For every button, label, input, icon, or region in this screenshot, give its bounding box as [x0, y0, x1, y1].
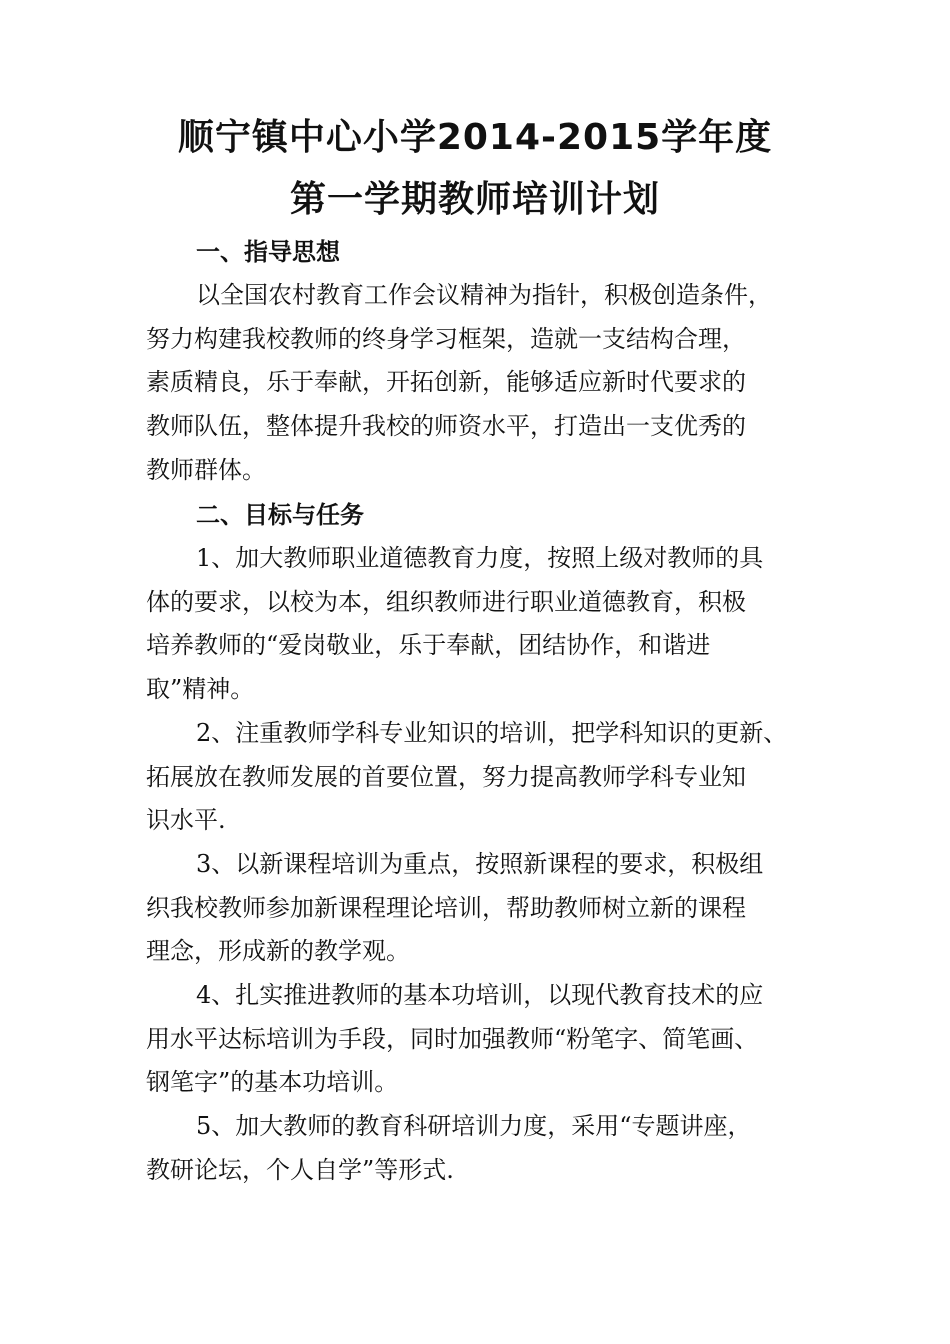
section-1-line-4: 教师队伍，整体提升我校的师资水平，打造出一支优秀的	[146, 412, 746, 440]
document-title-line-1: 顺宁镇中心小学2014-2015学年度	[177, 117, 773, 158]
item-5-line-2: 教研论坛，个人自学”等形式.	[146, 1156, 454, 1184]
section-1-line-5: 教师群体。	[146, 456, 266, 484]
section-1-heading: 一、指导思想	[196, 238, 340, 266]
section-1-line-2: 努力构建我校教师的终身学习框架，造就一支结构合理，	[146, 325, 746, 353]
item-1-line-4: 取”精神。	[146, 675, 255, 703]
item-5-line-1: 5、加大教师的教育科研培训力度，采用“专题讲座，	[196, 1112, 752, 1140]
item-4-line-3: 钢笔字”的基本功培训。	[146, 1068, 399, 1096]
item-1-line-1: 1、加大教师职业道德教育力度，按照上级对教师的具	[196, 544, 764, 572]
item-4-line-1: 4、扎实推进教师的基本功培训，以现代教育技术的应	[196, 981, 764, 1009]
section-2-heading: 二、目标与任务	[196, 501, 364, 529]
item-2-line-2: 拓展放在教师发展的首要位置，努力提高教师学科专业知	[146, 763, 746, 791]
item-1-line-2: 体的要求，以校为本，组织教师进行职业道德教育，积极	[146, 588, 746, 616]
document-title-line-2: 第一学期教师培训计划	[289, 179, 660, 220]
item-2-line-3: 识水平.	[146, 806, 226, 834]
item-2-line-1: 2、注重教师学科专业知识的培训，把学科知识的更新、	[196, 719, 788, 747]
item-3-line-1: 3、以新课程培训为重点，按照新课程的要求，积极组	[196, 850, 764, 878]
item-1-line-3: 培养教师的“爱岗敬业，乐于奉献，团结协作，和谐进	[146, 631, 711, 659]
item-3-line-2: 织我校教师参加新课程理论培训，帮助教师树立新的课程	[146, 894, 746, 922]
item-4-line-2: 用水平达标培训为手段，同时加强教师“粉笔字、简笔画、	[146, 1025, 759, 1053]
section-1-line-1: 以全国农村教育工作会议精神为指针，积极创造条件，	[196, 281, 772, 309]
section-1-line-3: 素质精良，乐于奉献，开拓创新，能够适应新时代要求的	[146, 368, 746, 396]
item-3-line-3: 理念，形成新的教学观。	[146, 937, 410, 965]
